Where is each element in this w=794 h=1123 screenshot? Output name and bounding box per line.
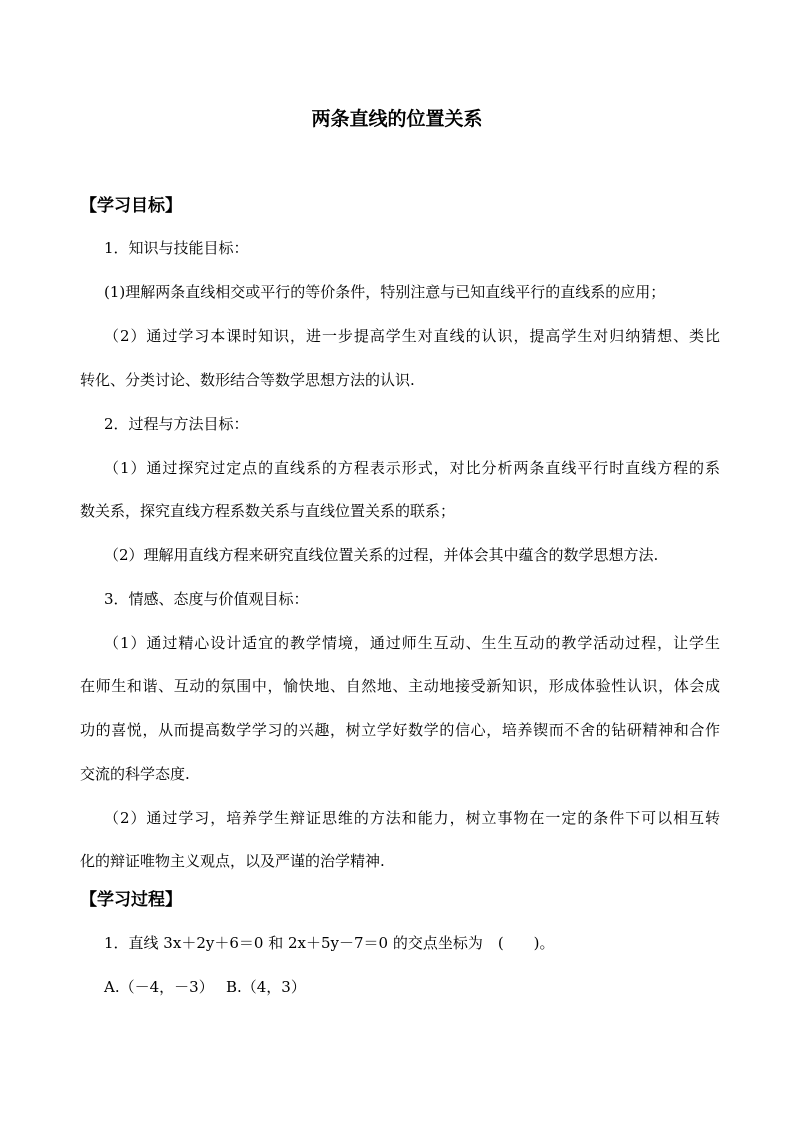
goal-emotion-point-2-line2: 化的辩证唯物主义观点，以及严谨的治学精神. (80, 852, 385, 870)
question-1-options: A.（－4，－3） B.（4，3） (104, 978, 306, 996)
goal-emotion-point-1-line2: 在师生和谐、互动的氛围中，愉快地、自然地、主动地接受新知识，形成体验性认识，体会成 (80, 677, 720, 695)
goal-emotion-point-2-line1: （2）通过学习，培养学生辩证思维的方法和能力，树立事物在一定的条件下可以相互转 (104, 809, 720, 827)
goal-item-knowledge-skills: 1．知识与技能目标： (104, 239, 249, 257)
goal-knowledge-point-2-line2: 转化、分类讨论、数形结合等数学思想方法的认识. (80, 371, 415, 389)
goal-item-emotion-attitude: 3．情感、态度与价值观目标： (104, 590, 309, 608)
goal-emotion-point-1-line4: 交流的科学态度. (80, 765, 190, 783)
goal-process-point-1-line2: 数关系，探究直线方程系数关系与直线位置关系的联系； (80, 502, 456, 520)
goal-item-process-methods: 2．过程与方法目标： (104, 415, 249, 433)
section-heading-learning-goals: 【学习目标】 (80, 196, 182, 216)
goal-emotion-point-1-line1: （1）通过精心设计适宜的教学情境，通过师生互动、生生互动的教学活动过程，让学生 (104, 634, 720, 652)
goal-emotion-point-1-line3: 功的喜悦，从而提高数学学习的兴趣，树立学好数学的信心，培养锲而不舍的钻研精神和合作 (80, 721, 720, 739)
goal-knowledge-point-1: (1)理解两条直线相交或平行的等价条件，特别注意与已知直线平行的直线系的应用； (104, 283, 666, 301)
document-title: 两条直线的位置关系 (311, 108, 483, 130)
section-heading-learning-process: 【学习过程】 (80, 890, 182, 910)
goal-process-point-2: （2）理解用直线方程来研究直线位置关系的过程，并体会其中蕴含的数学思想方法. (104, 546, 659, 564)
goal-process-point-1-line1: （1）通过探究过定点的直线系的方程表示形式，对比分析两条直线平行时直线方程的系 (104, 459, 720, 477)
goal-knowledge-point-2-line1: （2）通过学习本课时知识，进一步提高学生对直线的认识，提高学生对归纳猜想、类比 (104, 327, 720, 345)
question-1: 1．直线 3x＋2y＋6＝0 和 2x＋5y－7＝0 的交点坐标为 ( )。 (104, 934, 555, 952)
